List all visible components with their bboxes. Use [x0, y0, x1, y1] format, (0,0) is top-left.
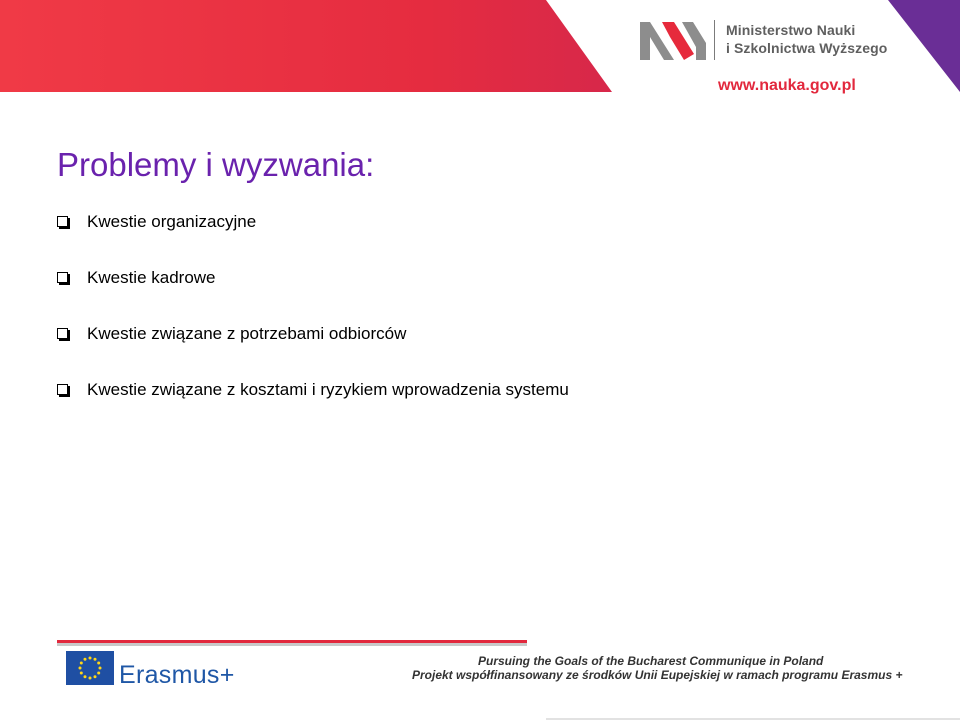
bullet-text: Kwestie związane z potrzebami odbiorców — [87, 324, 407, 343]
bullet-item — [56, 266, 569, 322]
header-banner — [0, 0, 620, 92]
bullet-text: Kwestie organizacyjne — [87, 212, 257, 231]
ministry-logo-icon — [640, 22, 706, 60]
checkbox-bullet-icon — [57, 216, 68, 227]
bullet-item — [56, 322, 569, 378]
bullet-text: Kwestie kadrowe — [87, 268, 216, 287]
bullet-item — [56, 378, 569, 434]
eu-flag-icon — [66, 651, 114, 685]
ministry-name-line-1: Ministerstwo Nauki — [726, 22, 856, 38]
erasmus-plus-logo-text: Erasmus+ — [119, 661, 235, 689]
bullet-list — [56, 210, 569, 434]
footer-funding-note: Projekt współfinansowany ze środków Unii Eupejskiej w ramach programu Erasmus + — [412, 668, 903, 682]
slide-title: Problemy i wyzwania: — [57, 146, 375, 183]
ministry-name-line-2: i Szkolnictwa Wyższego — [726, 40, 888, 56]
checkbox-bullet-icon — [57, 384, 68, 395]
header-corner-accent — [888, 0, 960, 92]
bullet-text: Kwestie związane z kosztami i ryzykiem wprowadzenia systemu — [87, 380, 569, 399]
checkbox-bullet-icon — [57, 272, 68, 283]
checkbox-bullet-icon — [57, 328, 68, 339]
bullet-item — [56, 210, 569, 266]
website-link[interactable]: www.nauka.gov.pl — [718, 77, 856, 94]
slide-header — [0, 0, 960, 92]
footer-divider — [57, 640, 527, 646]
footer-project-goal: Pursuing the Goals of the Bucharest Communique in Poland — [478, 654, 824, 668]
logo-divider — [714, 20, 715, 60]
